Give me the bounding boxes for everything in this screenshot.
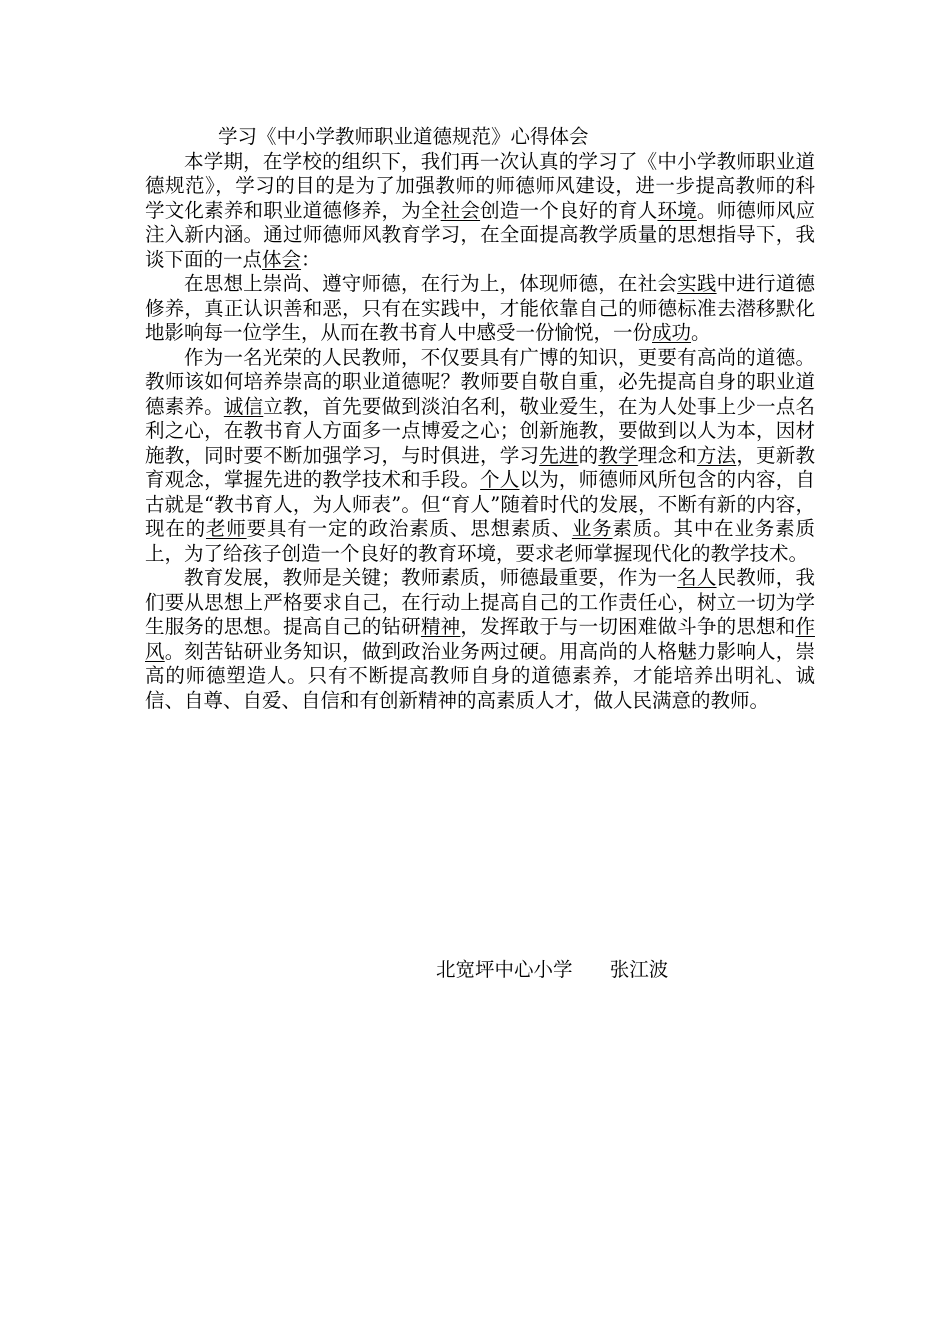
paragraph-text: 创造一个良好的育人 [480,198,658,222]
body-paragraph [145,272,815,346]
underlined-term: 精神 [420,615,461,638]
paragraph-text: ： [301,247,321,271]
paragraph-text: 。刻苦钻研业务知识，做到政治业务两过硬。用高尚的人格魅力影响人，崇高的师德塑造人。只有不断提高教师自身的道德素养，才能培养出明礼、诚信、自尊、自爱、自信和有创新精神的高素质人才，做人民满意的教师。 [145,639,815,712]
body-paragraph [145,346,815,567]
paragraph-text: 民教师，我们要从思想上严格要求自己，在行动上提高自己的工作责任心，树立一切为学生服务的思想。提高自己的钻研 [145,566,815,638]
body-paragraph [145,566,815,713]
document-body [145,125,815,713]
paragraph-text: ，发挥敢于与一切困难做斗争的思想和 [460,615,796,638]
body-paragraph [145,150,815,273]
paragraph-text: 中进行道德修养，真正认识善和恶，只有在实践中，才能依靠自己的师德标准去潜移默化地影响每一位学生，从而在教书育人中感受一份愉悦，一份 [145,272,815,344]
underlined-term: 个人 [480,468,520,491]
signature-school: 北宽坪中心小学 [436,958,573,981]
paragraph-text: 素质。其中在业务素质上，为了给孩子创造一个良好的教育环境，要求老师掌握现代化的教学技术。 [145,517,815,565]
underlined-term: 环境 [657,198,697,222]
underlined-term: 老师 [205,517,247,540]
underlined-term: 作风 [145,615,815,663]
paragraph-text: 要具有一定的政治素质、思想素质、 [246,517,572,540]
signature-author: 张江波 [609,958,669,981]
underlined-term: 诚信 [223,394,264,418]
paragraph-text: 的 [578,443,599,467]
underlined-term: 教学 [598,443,638,467]
paragraph-list [145,150,815,714]
underlined-term: 成功 [652,321,692,344]
paragraph-text: 。 [691,321,711,344]
underlined-term: 名人 [677,566,717,589]
underlined-term: 业务 [571,517,613,540]
paragraph-text: 以为，师德师风所包含的内容，自古就是“教书育人，为人师表”。但“育人”随着时代的发展，不断有新的内容，现在的 [145,468,815,540]
underlined-term: 方法 [696,443,737,467]
underlined-term: 实践 [677,272,717,295]
paragraph-text: 在思想上崇尚、遵守师德，在行为上，体现师德，在社会 [184,272,678,295]
paragraph-text: 教育发展，教师是关键；教师素质，师德最重要，作为一 [184,566,678,589]
document-title: 学习《中小学教师职业道德规范》心得体会 [218,125,589,148]
underlined-term: 社会 [440,198,481,222]
underlined-term: 体会 [262,247,302,271]
paragraph-text: 。师德师风应注入新内涵。通过师德师风教育学习，在全面提高教学质量的思想指导下，我谈下面的一点 [145,198,815,271]
paragraph-text: 作为一名光荣的人民教师，不仅要具有广博的知识，更要有高尚的道德。教师该如何培养崇高的职业道德呢？教师要自敬自重，必先提高自身的职业道德素养。 [145,345,815,418]
paragraph-text: 理念和 [637,443,697,467]
paragraph-text: 立教，首先要做到淡泊名利，敬业爱生，在为人处事上少一点名利之心，在教书育人方面多一点博爱之心；创新施教，要做到以人为本，因材施教，同时要不断加强学习，与时俱进，学习 [145,394,815,467]
signature-line [436,958,668,983]
paragraph-text: ，更新教育观念，掌握先进的教学技术和手段。 [145,443,815,491]
underlined-term: 先进 [539,443,579,467]
paragraph-text: 本学期，在学校的组织下，我们再一次认真的学习了《中小学教师职业道德规范》，学习的目的是为了加强教师的师德师风建设，进一步提高教师的科学文化素养和职业道德修养，为全 [145,149,815,222]
